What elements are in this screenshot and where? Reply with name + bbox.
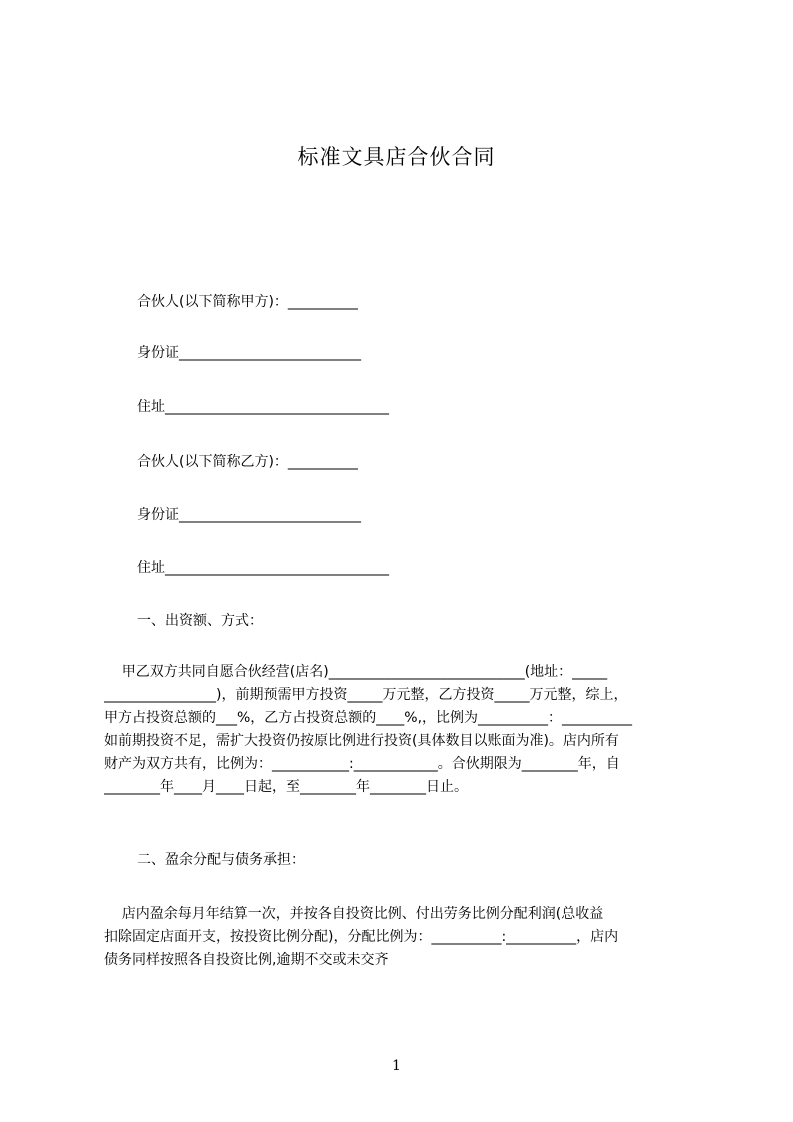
section-2-paragraph (104, 903, 700, 972)
paragraph-line: 财产为双方共有，比例为：___________:____________。合伙期限为________年，自 (104, 756, 620, 772)
party-b-address-field: 住址________________________________ (137, 560, 389, 576)
section-1-heading: 一、出资额、方式： (137, 613, 263, 629)
paragraph-line: 店内盈余每月年结算一次，并按各自投资比例、付出劳务比例分配利润(总收益 (104, 906, 604, 922)
section-1-paragraph (104, 661, 700, 799)
party-b-name-field: 合伙人(以下简称乙方)：__________ (137, 454, 358, 470)
party-a-name-field: 合伙人(以下简称甲方)：__________ (137, 294, 358, 310)
section-2-heading: 二、盈余分配与债务承担： (137, 852, 305, 868)
paragraph-line: 如前期投资不足，需扩大投资仍按原比例进行投资(具体数目以账面为准)。店内所有 (104, 733, 619, 749)
paragraph-line: 甲乙双方共同自愿合伙经营(店名)____________________________(地址：_____ (104, 664, 608, 680)
paragraph-line: ________年____月____日起，至________年________日止。 (104, 779, 468, 795)
page-number: 1 (392, 1058, 401, 1074)
paragraph-line: 甲方占投资总额的___%，乙方占投资总额的____%,，比例为__________：__________ (104, 710, 633, 726)
party-b-id-field: 身份证__________________________ (137, 507, 361, 523)
party-a-address-field: 住址________________________________ (137, 399, 389, 415)
document-title: 标准文具店合伙合同 (297, 145, 496, 169)
paragraph-line: ________________)，前期预需甲方投资_____万元整，乙方投资_____万元整，综上， (104, 687, 628, 703)
paragraph-line: 扣除固定店面开支，按投资比例分配)，分配比例为：__________:__________，店内 (104, 929, 619, 945)
paragraph-line: 债务同样按照各自投资比例,逾期不交或未交齐 (104, 952, 389, 968)
party-a-id-field: 身份证__________________________ (137, 345, 361, 361)
